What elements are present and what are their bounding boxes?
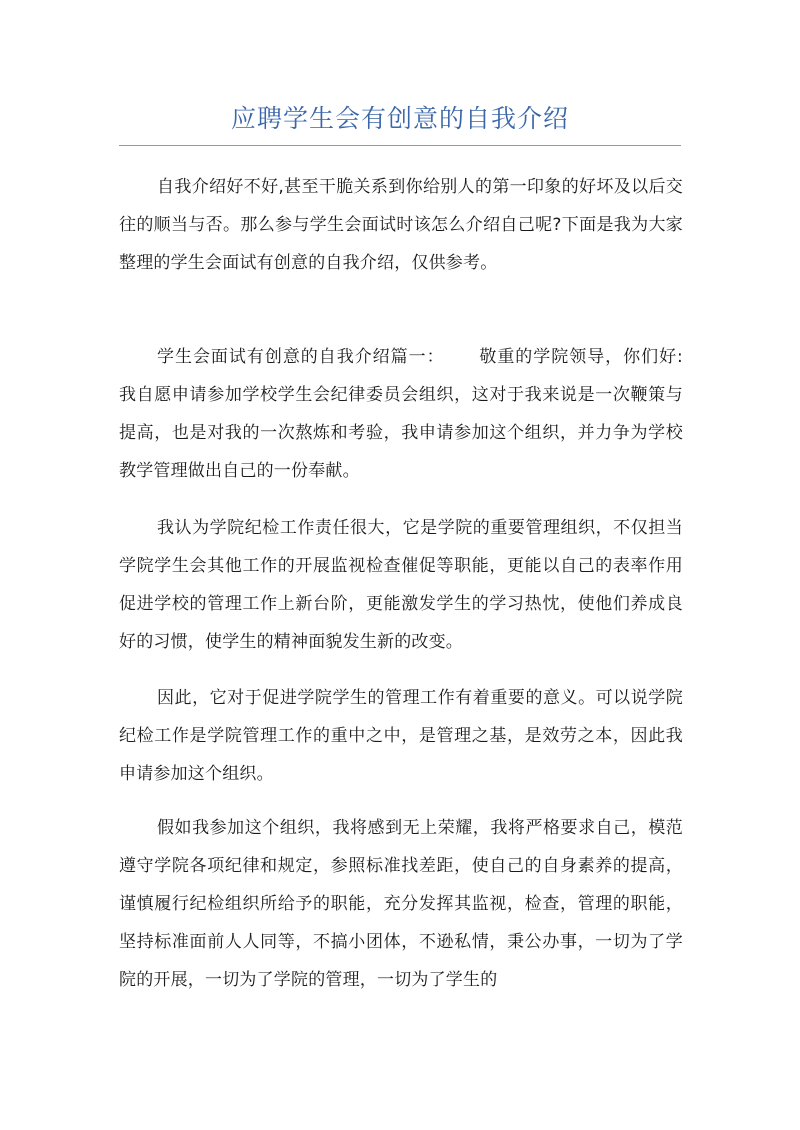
paragraph-3: 因此，它对于促进学院学生的管理工作有着重要的意义。可以说学院纪检工作是学院管理工作的重中之中，是管理之基，是效劳之本，因此我申请参加这个组织。 <box>119 688 683 784</box>
paragraph-2: 我认为学院纪检工作责任很大，它是学院的重要管理组织，不仅担当学院学生会其他工作的开展监视检查催促等职能，更能以自己的表率作用促进学校的管理工作上新台阶，更能激发学生的学习热忱，使他们养成良好的习惯，使学生的精神面貌发生新的改变。 <box>119 518 683 652</box>
paragraph-1 <box>119 338 683 490</box>
paragraph-1-text: 敬重的学院领导，你们好: 我自愿申请参加学校学生会纪律委员会组织，这对于我来说是一次鞭策与提高，也是对我的一次熬炼和考验，我申请参加这个组织，并力争为学校教学管理做出自己的一份奉献。 <box>119 347 683 481</box>
document-title: 应聘学生会有创意的自我介绍 <box>230 104 569 133</box>
title-divider <box>119 145 681 146</box>
intro-paragraph: 自我介绍好不好,甚至干脆关系到你给别人的第一印象的好坏及以后交往的顺当与否。那么参与学生会面试时该怎么介绍自己呢?下面是我为大家整理的学生会面试有创意的自我介绍，仅供参考。 <box>119 177 683 273</box>
section-label: 学生会面试有创意的自我介绍篇一： <box>157 347 445 367</box>
paragraph-4: 假如我参加这个组织，我将感到无上荣耀，我将严格要求自己，模范遵守学院各项纪律和规定，参照标准找差距，使自己的自身素养的提高，谨慎履行纪检组织所给予的职能，充分发挥其监视，检查，管理的职能，坚持标准面前人人同等，不搞小团体，不逊私情，秉公办事，一切为了学院的开展，一切为了学院的管理，一切为了学生的 <box>119 818 683 990</box>
